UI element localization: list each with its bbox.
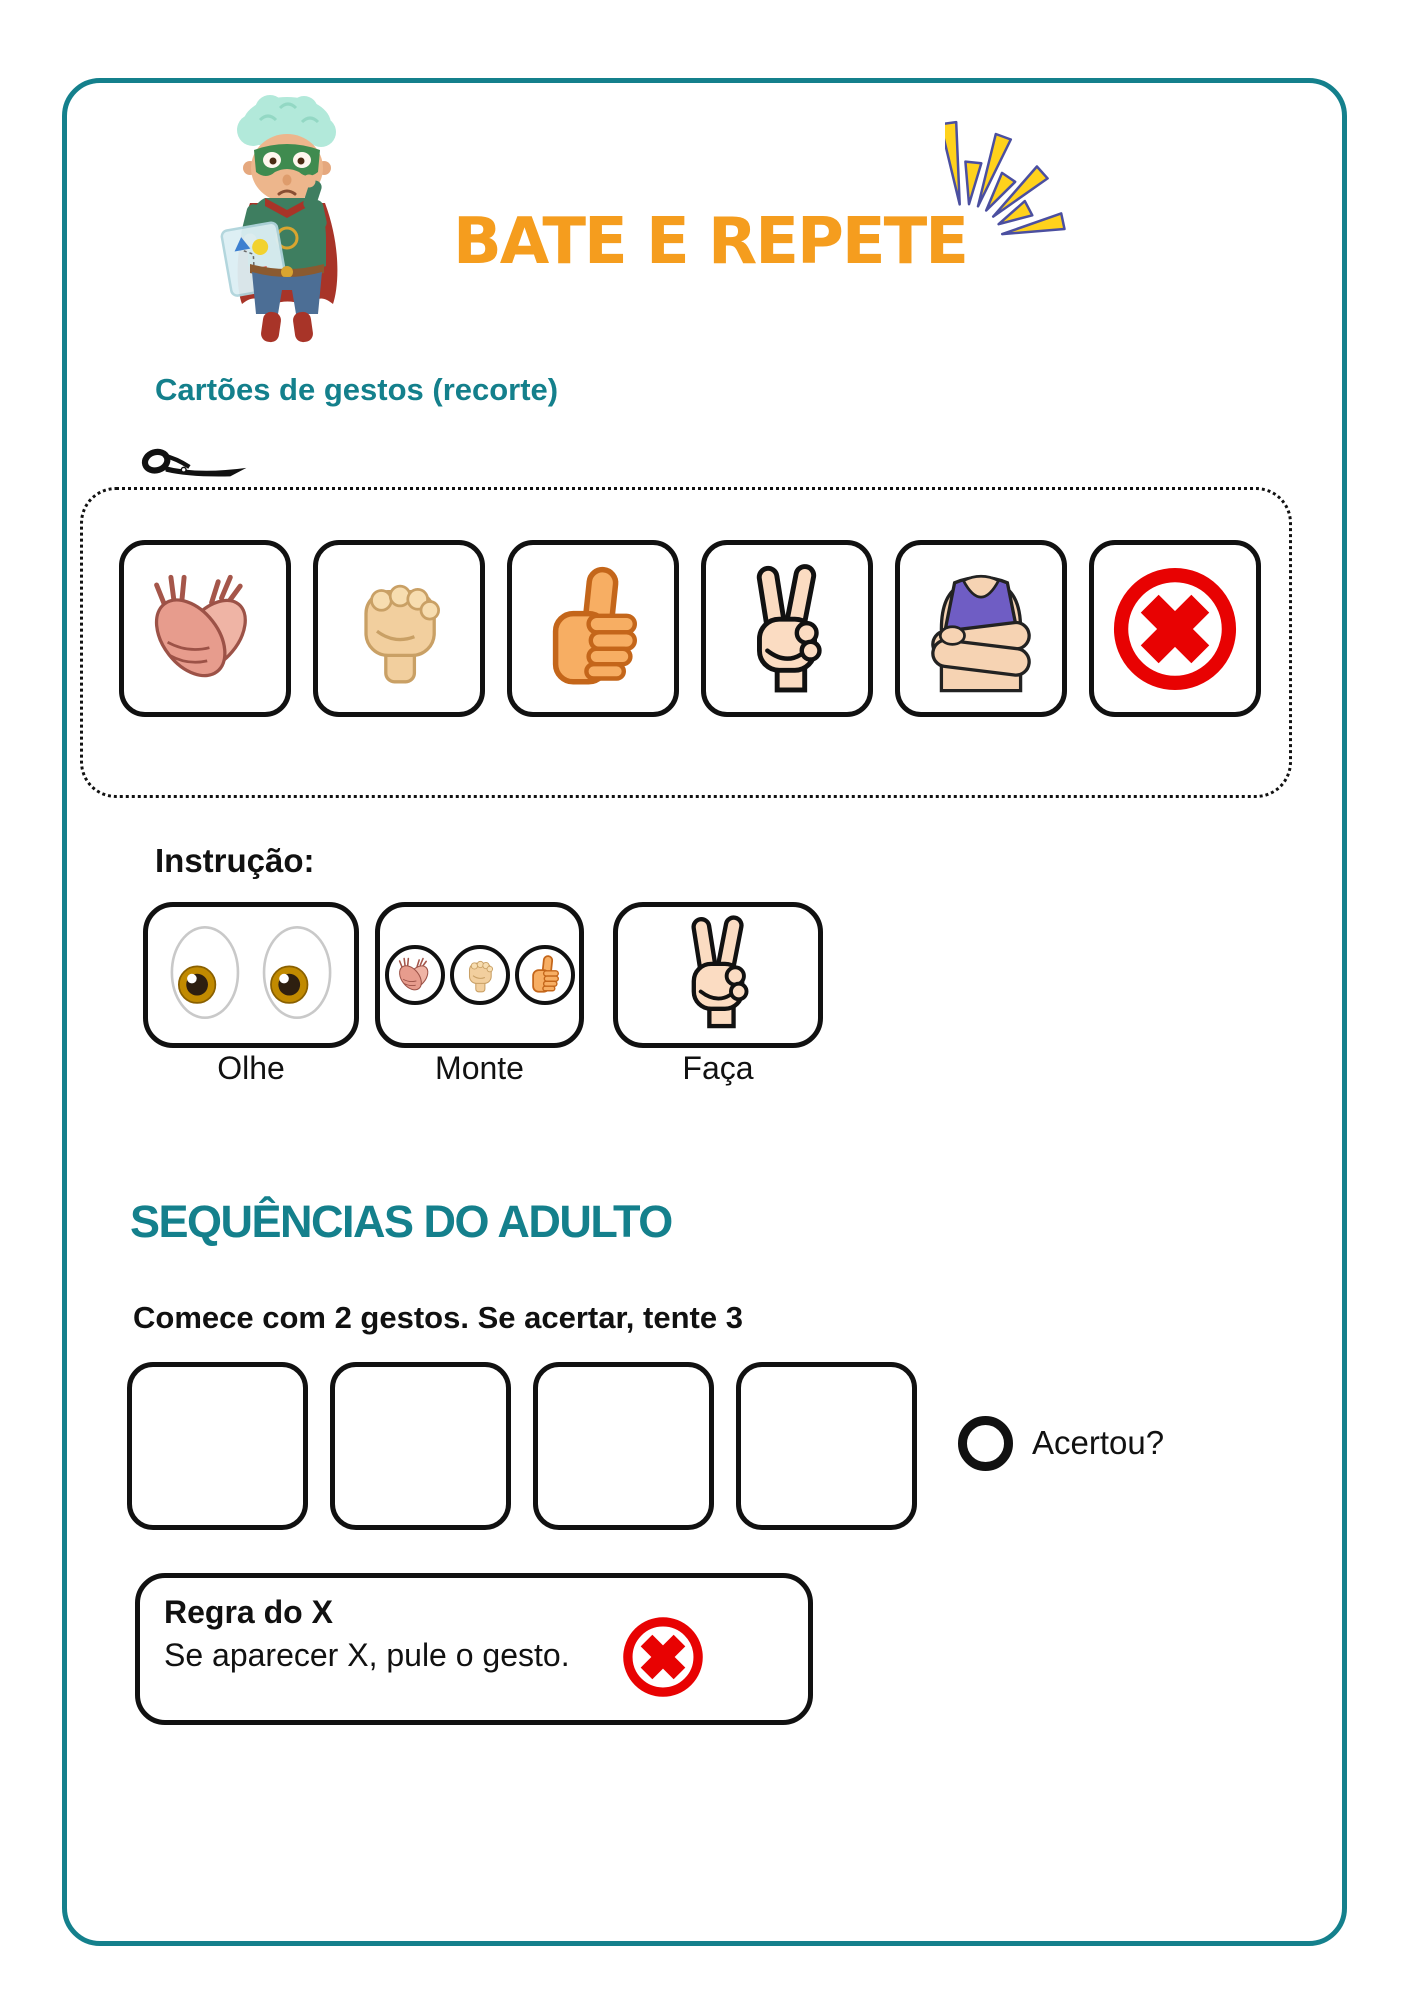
instruction-label-do: Faça <box>682 1050 754 1086</box>
page-title: BATE E REPETE <box>453 205 967 279</box>
adult-section-heading: SEQUÊNCIAS DO ADULTO <box>130 1196 672 1247</box>
instruction-card-build <box>375 902 584 1048</box>
gesture-card-thumbs-up <box>507 540 679 717</box>
superhero-boy-mascot <box>210 88 365 348</box>
eyes-icon <box>151 916 351 1034</box>
sequence-slot-1[interactable] <box>127 1362 308 1530</box>
instruction-label-build: Monte <box>435 1050 524 1086</box>
scissors-icon <box>140 446 254 489</box>
sequence-slot-2[interactable] <box>330 1362 511 1530</box>
acertou-checkbox[interactable] <box>958 1416 1013 1471</box>
gesture-card-clapping-hands <box>119 540 291 717</box>
rule-title: Regra do X <box>164 1594 333 1630</box>
peace-sign-icon <box>666 912 770 1038</box>
burst-icon <box>945 106 1095 251</box>
rule-text: Se aparecer X, pule o gesto. <box>164 1637 570 1673</box>
x-skip-icon <box>620 1614 706 1705</box>
instruction-heading: Instrução: <box>155 842 315 879</box>
mini-thumbs-up-icon <box>515 945 575 1005</box>
mini-fist-icon <box>450 945 510 1005</box>
adult-section-subtitle: Comece com 2 gestos. Se acertar, tente 3 <box>133 1300 743 1335</box>
gesture-card-x-skip <box>1089 540 1261 717</box>
acertou-label: Acertou? <box>1032 1424 1165 1461</box>
instruction-card-look <box>143 902 359 1048</box>
gesture-card-peace-sign <box>701 540 873 717</box>
sequence-slot-3[interactable] <box>533 1362 714 1530</box>
cut-section-heading: Cartões de gestos (recorte) <box>155 372 559 407</box>
mini-sequence-icons <box>385 945 575 1005</box>
instruction-card-do <box>613 902 823 1048</box>
mini-clapping-hands-icon <box>385 945 445 1005</box>
gesture-card-fist <box>313 540 485 717</box>
rule-box <box>135 1573 813 1725</box>
instruction-label-look: Olhe <box>217 1050 285 1086</box>
sequence-slot-4[interactable] <box>736 1362 917 1530</box>
cut-area <box>80 487 1292 798</box>
gesture-card-crossed-arms <box>895 540 1067 717</box>
